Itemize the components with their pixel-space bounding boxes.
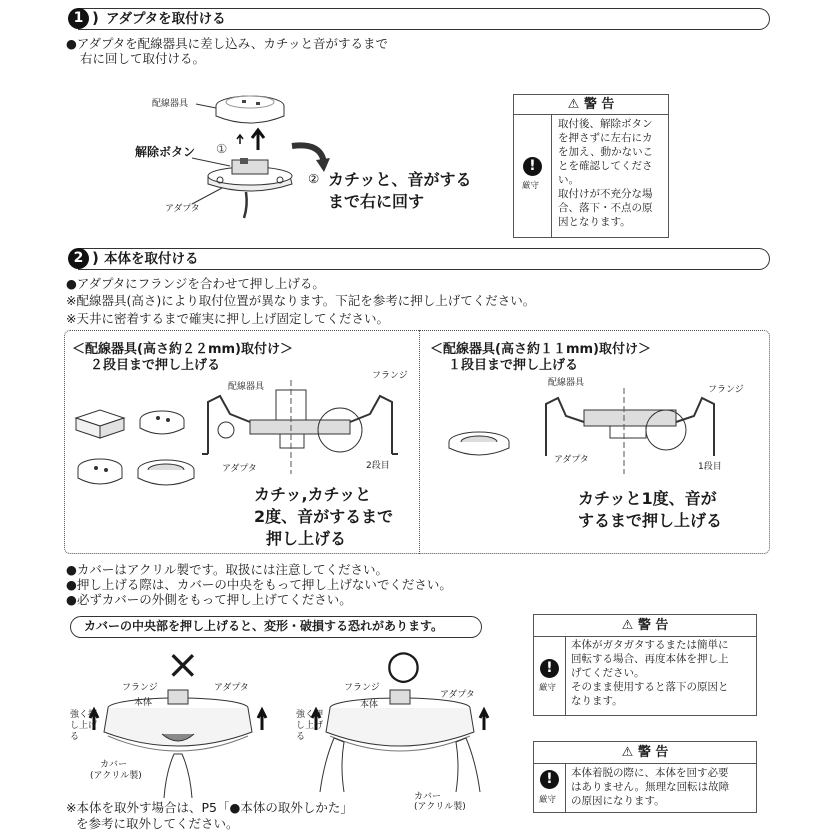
left-panel-callout-line1: カチッ,カチッと <box>254 485 372 504</box>
warning-1-line: 取付後、解除ボタン <box>558 118 653 130</box>
bad-label-flange: フランジ <box>122 683 158 693</box>
bad-mark: × <box>166 642 200 688</box>
right-panel-callout-line2: するまで押し上げる <box>578 511 723 530</box>
warning-triangle-icon: ⚠ <box>621 618 638 633</box>
right-panel-subheading: １段目まで押し上げる <box>448 358 579 373</box>
step1-callout-line1: カチッと、音がする <box>328 170 472 189</box>
warning-box-2 <box>533 614 757 716</box>
good-label-push: 強く押し上げる <box>296 710 324 742</box>
step1-text-line1: ●アダプタを配線器具に差し込み、カチッと音がするまで <box>66 36 389 51</box>
warning-3-icon-cell <box>534 764 566 812</box>
good-label-cover-mat: (アクリル製) <box>414 802 466 812</box>
warning-1-line: を押さずに左右にカ <box>558 132 653 144</box>
exclamation-icon: ! <box>540 659 559 678</box>
warning-3-line: はありません。無理な回転は故障 <box>571 781 730 793</box>
bad-label-cover-mat: (アクリル製) <box>90 771 142 781</box>
exclamation-icon: ! <box>540 770 559 789</box>
left-panel-label-adapter: アダプタ <box>222 464 257 474</box>
left-panel-label-wiring: 配線器具 <box>228 382 265 392</box>
warning-box-1 <box>513 94 669 238</box>
note-line: ●必ずカバーの外側をもって押し上げてください。 <box>66 592 352 607</box>
bad-label-adapter: アダプタ <box>214 683 249 693</box>
warning-2-line: げてください。 <box>571 667 645 679</box>
warning-2-line: そのまま使用すると落下の原因と <box>571 681 729 693</box>
step1-label-circle2: ② <box>308 171 320 186</box>
warning-triangle-icon: ⚠ <box>621 745 638 760</box>
bad-example-illustration <box>78 682 278 800</box>
good-label-adapter: アダプタ <box>440 690 475 700</box>
warning-1-line: とを確認してくださ <box>558 160 653 172</box>
step1-label-adapter: アダプタ <box>165 204 200 214</box>
good-label-body: 本体 <box>360 700 379 710</box>
warning-3-icon-label: 厳守 <box>539 795 557 805</box>
step2-number-badge: 2 <box>68 248 89 269</box>
left-panel-label-flange: フランジ <box>372 371 408 381</box>
exclamation-icon: ! <box>523 157 542 176</box>
warning-2-icon-cell <box>534 637 566 715</box>
warning-1-header: ⚠ 警 告 <box>514 95 668 115</box>
left-panel-callout-line2: 2度、音がするまで <box>254 507 394 526</box>
right-panel-heading: ＜配線器具(高さ約１１mm)取付け＞ <box>430 342 651 357</box>
warning-triangle-icon: ⚠ <box>567 97 584 112</box>
step1-label-release: 解除ボタン <box>135 145 196 159</box>
warning-1-icon-cell <box>514 115 552 237</box>
step2-line: ※天井に密着するまで確実に押し上げ固定してください。 <box>66 311 389 326</box>
step1-title: アダプタを取付ける <box>106 11 226 27</box>
warning-box-3 <box>533 741 757 813</box>
good-label-cover: カバー <box>414 792 442 802</box>
step1-paren: ) <box>92 9 99 27</box>
warning-2-icon-label: 厳守 <box>539 683 557 693</box>
note-line: ●押し上げる際は、カバーの中央をもって押し上げないでください。 <box>66 577 452 592</box>
left-panel-label-stage: 2段目 <box>366 461 390 471</box>
warning-2-line: 本体がガタガタするまたは簡単に <box>571 639 729 651</box>
right-panel-callout-line1: カチッと1度、音が <box>578 489 717 508</box>
bad-label-push: 強く押し上げる <box>70 710 98 742</box>
warning-1-icon-label: 厳守 <box>522 181 540 191</box>
warning-3-header: ⚠ 警 告 <box>534 742 756 764</box>
warning-3-line: の原因になります。 <box>571 795 665 807</box>
step2-line: ●アダプタにフランジを合わせて押し上げる。 <box>66 276 325 291</box>
warning-2-line: 回転する場合、再度本体を押し上 <box>571 653 729 665</box>
warning-1-line: 因となります。 <box>558 216 631 228</box>
step1-label-wiring: 配線器具 <box>152 99 189 109</box>
right-panel-label-flange: フランジ <box>708 385 744 395</box>
step1-callout-line2: まで右に回す <box>328 192 425 211</box>
warning-1-line: 合、落下・不点の原 <box>558 202 653 214</box>
left-panel-devices-illustration <box>70 396 200 506</box>
left-panel-heading: ＜配線器具(高さ約２２mm)取付け＞ <box>72 342 293 357</box>
warning-3-line: 本体着脱の際に、本体を回す必要 <box>571 767 729 779</box>
good-mark: ○ <box>386 642 421 688</box>
right-panel-label-stage: 1段目 <box>698 462 722 472</box>
warning-1-line: い。 <box>558 174 579 186</box>
right-panel-device-illustration <box>444 426 514 466</box>
good-label-flange: フランジ <box>344 683 380 693</box>
warning-2-line: なります。 <box>571 695 623 707</box>
note-line: ●カバーはアクリル製です。取扱には注意してください。 <box>66 562 389 577</box>
warning-1-line: を加え、動かないこ <box>558 146 654 158</box>
panel-divider <box>419 330 420 554</box>
left-panel-subheading: ２段目まで押し上げる <box>90 358 221 373</box>
caution-banner-text: カバーの中央部を押し上げると、変形・破損する恐れがあります。 <box>84 619 444 633</box>
footer-line2: を参考に取外してください。 <box>76 816 239 831</box>
right-panel-label-wiring: 配線器具 <box>548 378 585 388</box>
step1-number-badge: 1 <box>68 8 89 29</box>
bad-label-body: 本体 <box>134 698 153 708</box>
bad-label-cover: カバー <box>100 760 128 770</box>
warning-1-line: 取付けが不充分な場 <box>558 188 653 200</box>
left-panel-callout-line3: 押し上げる <box>266 529 347 548</box>
step2-paren: ) <box>92 249 99 267</box>
warning-2-header: ⚠ 警 告 <box>534 615 756 637</box>
step1-label-circle1: ① <box>216 141 228 156</box>
step2-title: 本体を取付ける <box>104 251 199 267</box>
footer-line1: ※本体を取外す場合は、P5「●本体の取外しかた」 <box>66 800 353 815</box>
step1-text-line2: 右に回して取付ける。 <box>80 51 206 66</box>
right-panel-label-adapter: アダプタ <box>554 455 589 465</box>
step2-line: ※配線器具(高さ)により取付位置が異なります。下記を参考に押し上げてください。 <box>66 293 536 308</box>
